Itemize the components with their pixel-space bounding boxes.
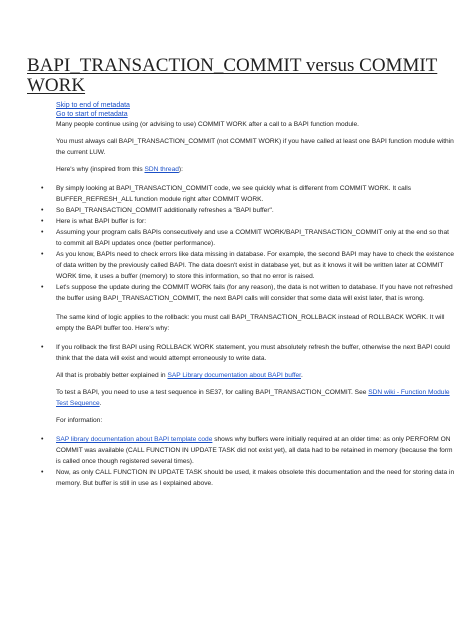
test-paragraph [56,387,456,409]
sap-library-template-link[interactable]: SAP library documentation about BAPI template code [56,436,213,443]
information-list [56,434,456,489]
rollback-list [56,342,456,364]
list-item [46,434,456,467]
list-item: • By simply looking at BAPI_TRANSACTION_COMMIT code, we see quickly what is different from COMMIT WORK. It calls BUFFER_REFRESH_ALL function module right after COMMIT WORK. [46,183,456,205]
test-suffix: . [99,400,102,407]
page-title: BAPI_TRANSACTION_COMMIT versus COMMIT WORK [27,55,438,96]
why-suffix: ): [178,166,183,173]
bapi-buffer-list [56,183,456,304]
explained-suffix: . [301,372,303,379]
list-item: • Here is what BAPI buffer is for: [46,216,456,227]
metadata-links [56,102,130,119]
article-body [56,119,456,495]
must-call-paragraph: You must always call BAPI_TRANSACTION_COMMIT (not COMMIT WORK) if you have called at least one BAPI function module within the current LUW. [56,138,454,156]
go-to-start-link[interactable]: Go to start of metadata [56,110,128,118]
sdn-thread-link[interactable]: SDN thread [144,166,179,173]
list-item: • If you rollback the first BAPI using ROLLBACK WORK statement, you must absolutely refresh the buffer, otherwise the next BAPI could think that the data will exist and would attempt erroneously to write data. [46,342,456,364]
sap-library-buffer-link[interactable]: SAP Library documentation about BAPI buffer [167,372,301,379]
list-item: • Let's suppose the update during the COMMIT WORK fails (for any reason), the data is not written to database. If you have not refreshed the buffer using BAPI_TRANSACTION_COMMIT, the next BAPI calls will consider that some data will exist later, that is wrong. [46,282,456,304]
explained-paragraph [56,370,456,381]
why-prefix: Here's why (inspired from this [56,166,145,173]
intro-paragraph: Many people continue using (or advising to use) COMMIT WORK after a call to a BAPI function module. [56,121,359,128]
rollback-paragraph: The same kind of logic applies to the rollback: you must call BAPI_TRANSACTION_ROLLBACK instead of ROLLBACK WORK. It will empty the BAPI buffer too. Here's why: [56,314,445,332]
list-item: • Now, as only CALL FUNCTION IN UPDATE TASK should be used, it makes obsolete this documentation and the need for storing data in memory. But buffer is still in use as I explained above. [46,467,456,489]
list-item-text: shows why buffers were initially required at an older time: as only PERFORM ON COMMIT was available (CALL FUNCTION IN UPDATE TASK did not exist yet), all data had to be retained in memory (because the form is called once though registered several times). [56,436,453,465]
skip-to-end-link[interactable]: Skip to end of metadata [56,102,130,109]
test-prefix: To test a BAPI, you need to use a test sequence in SE37, for calling BAPI_TRANSACTION_COMMIT. See [56,389,369,396]
list-item: • So BAPI_TRANSACTION_COMMIT additionally refreshes a "BAPI buffer". [46,205,456,216]
explained-prefix: All that is probably better explained in [56,372,168,379]
why-paragraph [56,164,456,175]
list-item: • Assuming your program calls BAPIs consecutively and use a COMMIT WORK/BAPI_TRANSACTION_COMMIT only at the end so that to commit all BAPI updates once (better performance). [46,227,456,249]
list-item: • As you know, BAPIs need to check errors like data missing in database. For example, the second BAPI may have to check the existence of data written by the previously called BAPI. The data doesn't exist in database yet, but as it knows it will be written later at COMMIT WORK time, it uses a buffer (memory) to store this information, so that no error is raised. [46,249,456,282]
for-information-paragraph: For information: [56,417,103,424]
sdn-wiki-link[interactable]: SDN wiki - Function Module Test Sequence [56,389,450,407]
